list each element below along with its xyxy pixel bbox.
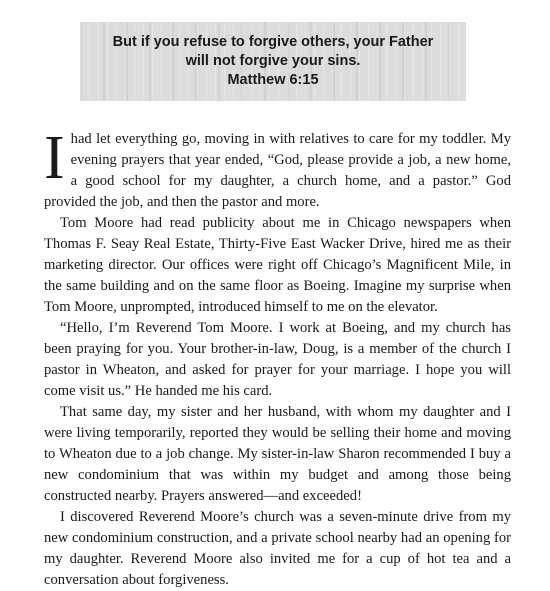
verse-line-1: But if you refuse to forgive others, your Father xyxy=(112,34,434,50)
scripture-verse-box xyxy=(80,22,466,101)
paragraph-1 xyxy=(44,124,511,213)
verse-reference: Matthew 6:15 xyxy=(227,72,319,88)
paragraph-1-text: had let everything go, moving in with relatives to care for my toddler. My evening prayers that year ended, “God, please provide a job, a new home, a good school for my daughter, a church home, and a pastor.” God provided the job, and then the pastor and more. xyxy=(44,131,511,210)
verse-line-2: will not forgive your sins. xyxy=(185,53,361,69)
drop-cap: I xyxy=(44,124,65,192)
paragraph-4: That same day, my sister and her husband, with whom my daughter and I were living temporarily, reported they would be selling their home and moving to Wheaton due to a job change. My sister-in-law Sharon recommended I buy a new condominium that was within my budget and among those being constructed nearby. Prayers answered—and exceeded! xyxy=(44,404,511,504)
paragraph-5: I discovered Reverend Moore’s church was a seven-minute drive from my new condominium construction, and a private school nearby had an opening for my daughter. Reverend Moore also invited me for a cup of hot tea and a conversation about forgiveness. xyxy=(44,509,511,588)
body-text xyxy=(44,124,511,591)
paragraph-2: Tom Moore had read publicity about me in Chicago newspapers when Thomas F. Seay Real Estate, Thirty-Five East Wacker Drive, hired me as their marketing director. Our offices were right off Chicago’s Magnificent Mile, in the same building and on the same floor as Boeing. Imagine my surprise when Tom Moore, unprompted, introduced himself to me on the elevator. xyxy=(44,215,511,315)
paragraph-3: “Hello, I’m Reverend Tom Moore. I work at Boeing, and my church has been praying for you. Your brother-in-law, Doug, is a member of the church I pastor in Wheaton, and asked for prayer for your marriage. I hope you will come visit us.” He handed me his card. xyxy=(44,320,511,399)
